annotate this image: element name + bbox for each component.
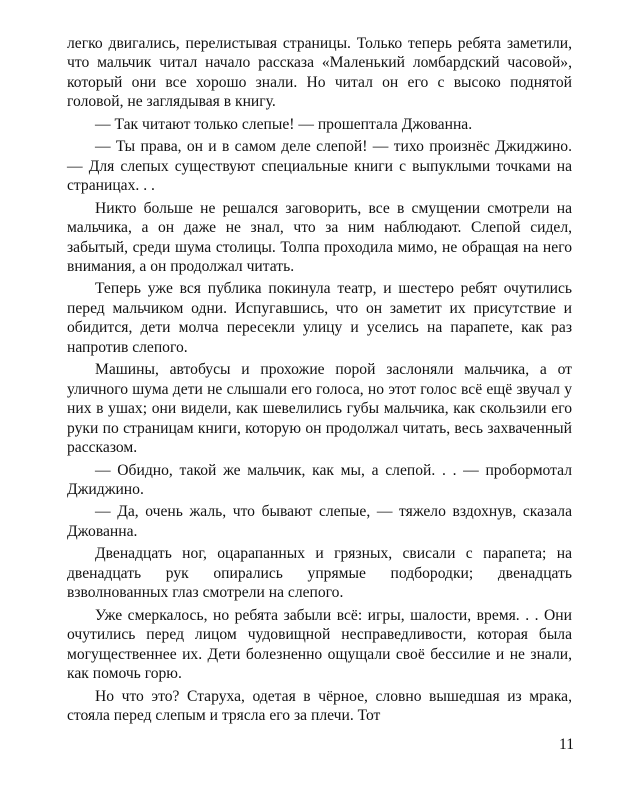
body-text bbox=[67, 34, 572, 728]
paragraph-10: Уже смеркалось, но ребята забыли всё: игры, шалости, время. . . Они очутились перед лицом чудовищной несправедливости, которая была могущественнее их. Дети болезненно ощущали своё бессилие и не знали, как помочь горю. bbox=[67, 606, 572, 683]
paragraph-7: — Обидно, такой же мальчик, как мы, а слепой. . . — пробормотал Джиджино. bbox=[67, 461, 572, 498]
paragraph-9: Двенадцать ног, оцарапанных и грязных, свисали с парапета; на двенадцать рук опирались упрямые подбородки; двенадцать взволнованных глаз смотрели на слепого. bbox=[67, 545, 572, 602]
page-number: 11 bbox=[558, 736, 574, 753]
paragraph-4: Никто больше не решался заговорить, все в смущении смотрели на мальчика, а он даже не знал, что за ним наблюдают. Слепой сидел, забытый, среди шума столицы. Толпа проходила мимо, не обращая на него внимания, а он продолжал читать. bbox=[67, 199, 572, 275]
paragraph-5: Теперь уже вся публика покинула театр, и шестеро ребят очутились перед мальчиком одни. Испугавшись, что он заметит их присутствие и обидится, дети молча пересекли улицу и уселись на парапете, как раз напротив слепого. bbox=[67, 280, 572, 356]
paragraph-6: Машины, автобусы и прохожие порой заслоняли мальчика, а от уличного шума дети не слышали его голоса, но этот голос всё ещё звучал у них в ушах; они видели, как шевелились губы мальчика, как скользили его руки по страницам книги, которую он продолжал читать, весь захваченный рассказом. bbox=[67, 361, 572, 457]
paragraph-2: — Так читают только слепые! — прошептала Джованна. bbox=[95, 115, 473, 133]
paragraph-11: Но что это? Старуха, одетая в чёрное, словно вышедшая из мрака, стояла перед слепым и трясла его за плечи. Тот bbox=[67, 687, 572, 724]
paragraph-3: — Ты права, он и в самом деле слепой! — тихо произнёс Джиджино. — Для слепых существуют специальные книги с выпуклыми точками на страницах. . . bbox=[67, 138, 572, 195]
paragraph-1: легко двигались, перелистывая страницы. Только теперь ребята заметили, что мальчик читал начало рассказа «Маленький ломбардский часовой», который они все хорошо знали. Но читал он его с высоко поднятой головой, не заглядывая в книгу. bbox=[67, 35, 572, 111]
paragraph-8: — Да, очень жаль, что бывают слепые, — тяжело вздохнув, сказала Джованна. bbox=[67, 503, 572, 540]
